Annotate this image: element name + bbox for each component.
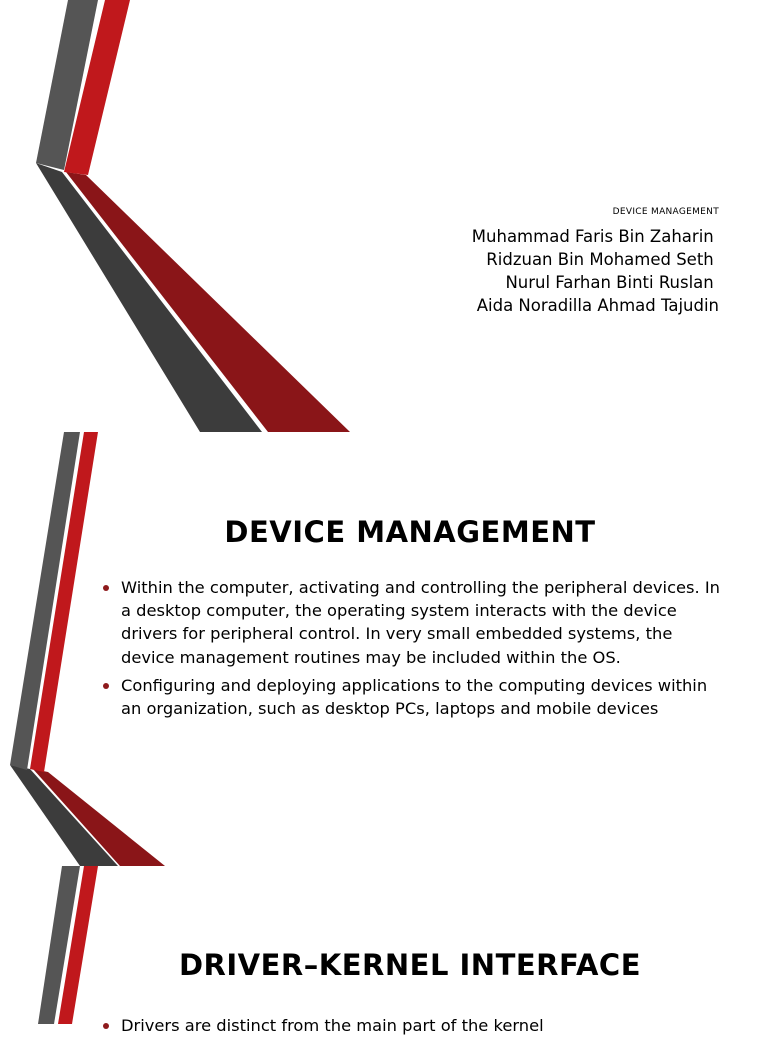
- bullet-item: [100, 1014, 730, 1037]
- slide-decoration: [0, 866, 768, 1024]
- author-name: Nurul Farhan Binti Ruslan: [505, 273, 719, 292]
- slide-heading: DRIVER–KERNEL INTERFACE: [178, 948, 642, 982]
- bullet-text: Within the computer, activating and controlling the peripheral devices. In a desktop computer, the operating system interacts with the device drivers for peripheral control. In very small embedded systems, the device management routines may be included within the OS.: [121, 578, 720, 667]
- slide-heading: DEVICE MANAGEMENT: [224, 515, 596, 549]
- wedge-dark: [36, 163, 262, 432]
- bullet-dot-icon: [103, 1023, 109, 1029]
- bullet-list: [100, 576, 730, 725]
- bullet-dot-icon: [103, 585, 109, 591]
- content-slide-device-management: [0, 432, 768, 866]
- author-name: Muhammad Faris Bin Zaharin: [471, 227, 719, 246]
- bullet-dot-icon: [103, 683, 109, 689]
- author-name: Ridzuan Bin Mohamed Seth: [486, 250, 719, 269]
- bullet-list: [100, 1014, 730, 1042]
- bullet-text: Drivers are distinct from the main part of the kernel: [121, 1016, 544, 1035]
- content-slide-driver-kernel-interface: [0, 866, 768, 1035]
- author-name: Aida Noradilla Ahmad Tajudin: [476, 296, 719, 315]
- presentation-title-small: DEVICE MANAGEMENT: [612, 207, 719, 217]
- bullet-text: Configuring and deploying applications to the computing devices within an organization, such as desktop PCs, laptops and mobile devices: [121, 675, 708, 719]
- bullet-item: [100, 674, 730, 720]
- bullet-item: [100, 576, 730, 669]
- title-slide: [0, 0, 768, 432]
